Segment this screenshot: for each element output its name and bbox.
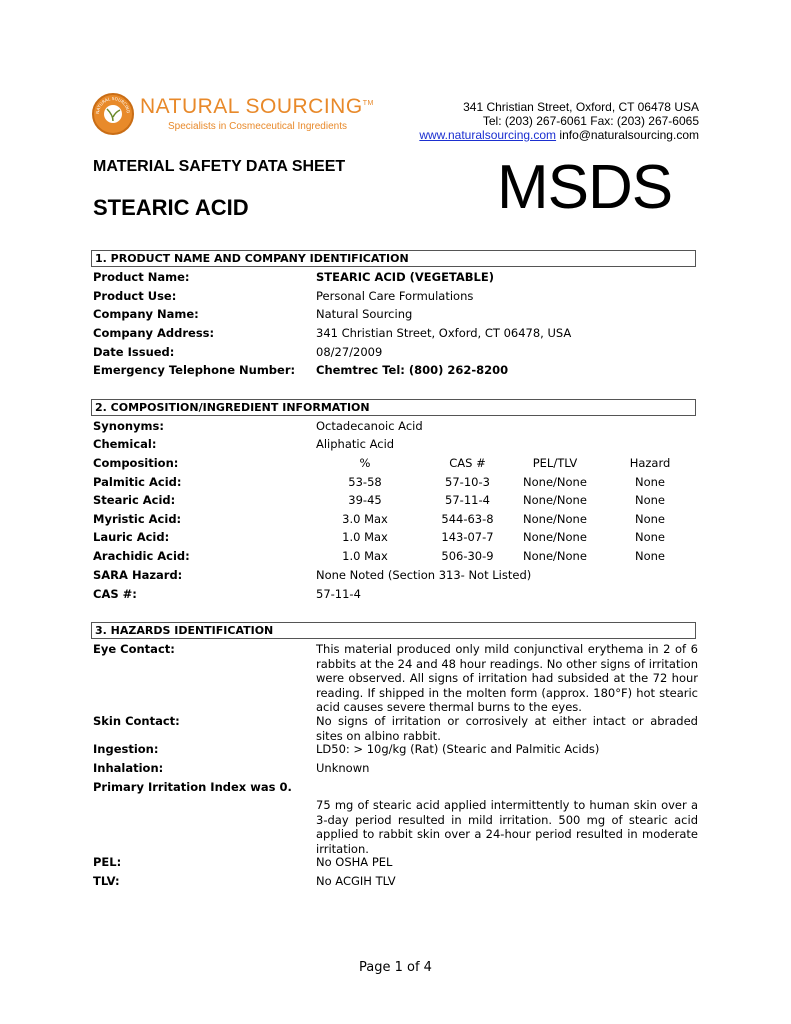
table-cell: 53-58 xyxy=(348,475,382,489)
document-title: MATERIAL SAFETY DATA SHEET xyxy=(93,158,346,175)
table-cell: 143-07-7 xyxy=(441,530,494,544)
pel-text: No OSHA PEL xyxy=(316,855,393,869)
table-cell: None xyxy=(634,512,665,526)
product-title: STEARIC ACID xyxy=(93,195,249,220)
field-label: Synonyms: xyxy=(93,419,164,433)
company-logo xyxy=(92,93,134,135)
table-cell: None xyxy=(634,475,665,489)
date-issued-value: 08/27/2009 xyxy=(316,345,383,359)
column-header: PEL/TLV xyxy=(532,456,578,470)
table-cell: None xyxy=(634,549,665,563)
table-cell: None/None xyxy=(523,530,587,544)
ingredient-label: Stearic Acid: xyxy=(93,493,176,507)
column-header: CAS # xyxy=(449,456,486,470)
company-phone-fax: Tel: (203) 267-6061 Fax: (203) 267-6065 xyxy=(482,114,699,128)
field-label: Emergency Telephone Number: xyxy=(93,363,296,377)
table-cell: None/None xyxy=(523,512,587,526)
field-label: Product Use: xyxy=(93,289,177,303)
sara-hazard-value: None Noted (Section 313- Not Listed) xyxy=(316,568,532,582)
cas-number-value: 57-11-4 xyxy=(316,587,361,601)
company-contact xyxy=(419,128,699,142)
brand-trademark: TM xyxy=(362,100,374,107)
field-label: Chemical: xyxy=(93,437,157,451)
table-cell: None/None xyxy=(523,493,587,507)
product-name-value: STEARIC ACID (VEGETABLE) xyxy=(316,270,494,284)
field-label: Primary Irritation Index was 0. xyxy=(93,780,292,794)
tlv-text: No ACGIH TLV xyxy=(316,874,396,888)
irritation-index-text: 75 mg of stearic acid applied intermittently to human skin over a 3-day period resulted in mild irritation. 500 mg of stearic acid applied to rabbit skin over a 24-hour period resulted in moderate irritation. xyxy=(316,798,698,856)
field-label: Company Name: xyxy=(93,307,199,321)
company-name-value: Natural Sourcing xyxy=(316,307,413,321)
ingredient-label: Arachidic Acid: xyxy=(93,549,190,563)
brand-tagline: Specialists in Cosmeceutical Ingredients xyxy=(168,121,347,132)
table-cell: 1.0 Max xyxy=(342,549,388,563)
eye-contact-text: This material produced only mild conjunctival erythema in 2 of 6 rabbits at the 24 and 48 hour readings. No other signs of irritation were observed. All signs of irritation had subsided at the 72 hour reading. If shipped in the molten form (approx. 180°F) hot stearic acid causes severe thermal burns to the eyes. xyxy=(316,642,698,714)
ingredient-label: Lauric Acid: xyxy=(93,530,170,544)
section-3-heading: 3. HAZARDS IDENTIFICATION xyxy=(91,622,696,639)
table-cell: 3.0 Max xyxy=(342,512,388,526)
field-label: Inhalation: xyxy=(93,761,164,775)
table-cell: 544-63-8 xyxy=(441,512,494,526)
column-header: % xyxy=(359,456,371,470)
field-label: CAS #: xyxy=(93,587,137,601)
company-address-value: 341 Christian Street, Oxford, CT 06478, USA xyxy=(316,326,572,340)
column-header: Hazard xyxy=(629,456,671,470)
section-1-heading: 1. PRODUCT NAME AND COMPANY IDENTIFICATION xyxy=(91,250,696,267)
brand-name: NATURAL SOURCING™ xyxy=(140,95,374,118)
field-label: Ingestion: xyxy=(93,742,159,756)
section-2-heading: 2. COMPOSITION/INGREDIENT INFORMATION xyxy=(91,399,696,416)
table-cell: 1.0 Max xyxy=(342,530,388,544)
emergency-phone-value: Chemtrec Tel: (800) 262-8200 xyxy=(316,363,509,377)
msds-badge: MSDS xyxy=(497,153,673,222)
page-number: Page 1 of 4 xyxy=(359,960,432,975)
inhalation-text: Unknown xyxy=(316,761,370,775)
ingredient-label: Myristic Acid: xyxy=(93,512,182,526)
field-label: Eye Contact: xyxy=(93,642,175,656)
table-cell: 39-45 xyxy=(348,493,382,507)
product-use-value: Personal Care Formulations xyxy=(316,289,474,303)
table-cell: 506-30-9 xyxy=(441,549,494,563)
table-cell: None/None xyxy=(523,549,587,563)
field-label: Date Issued: xyxy=(93,345,175,359)
company-email: info@naturalsourcing.com xyxy=(559,128,699,142)
logo-ring-text: NATURAL SOURCING xyxy=(94,95,132,115)
field-label: Skin Contact: xyxy=(93,714,180,728)
chemical-value: Aliphatic Acid xyxy=(316,437,395,451)
synonyms-value: Octadecanoic Acid xyxy=(316,419,423,433)
table-cell: None xyxy=(634,530,665,544)
field-label: PEL: xyxy=(93,855,122,869)
company-address: 341 Christian Street, Oxford, CT 06478 USA xyxy=(463,100,699,114)
field-label: TLV: xyxy=(93,874,120,888)
field-label: Company Address: xyxy=(93,326,215,340)
field-label: SARA Hazard: xyxy=(93,568,183,582)
skin-contact-text: No signs of irritation or corrosively at either intact or abraded sites on albino rabbit. xyxy=(316,714,698,743)
table-cell: None xyxy=(634,493,665,507)
table-cell: None/None xyxy=(523,475,587,489)
table-cell: 57-10-3 xyxy=(445,475,490,489)
ingredient-label: Palmitic Acid: xyxy=(93,475,182,489)
field-label: Composition: xyxy=(93,456,179,470)
field-label: Product Name: xyxy=(93,270,190,284)
ingestion-text: LD50: > 10g/kg (Rat) (Stearic and Palmitic Acids) xyxy=(316,742,600,756)
website-link[interactable]: www.naturalsourcing.com xyxy=(419,128,557,142)
table-cell: 57-11-4 xyxy=(445,493,490,507)
